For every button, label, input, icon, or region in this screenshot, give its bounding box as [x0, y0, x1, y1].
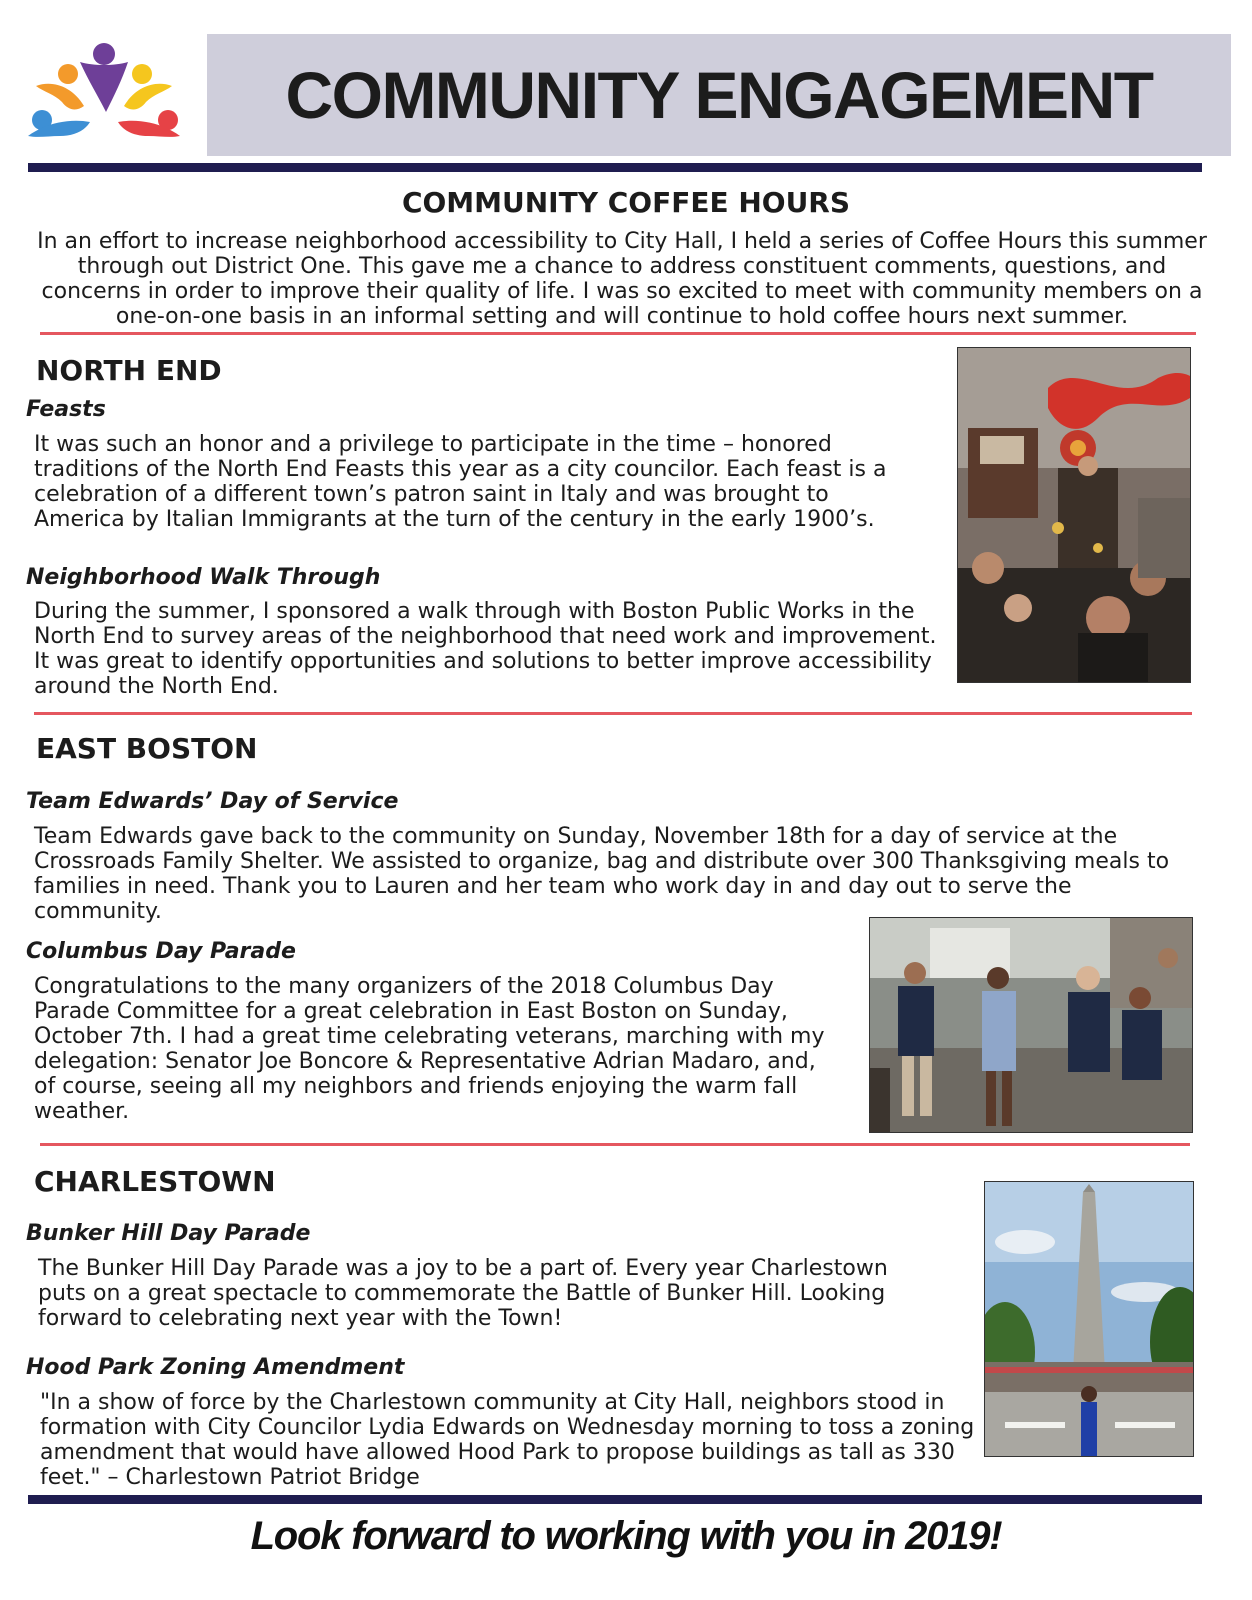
charlestown-title: CHARLESTOWN [34, 1165, 276, 1198]
east-boston-title: EAST BOSTON [36, 732, 258, 765]
feasts-paragraph: It was such an honor and a privilege to participate in the time – honored traditions of the North End Feasts this year as a city councilor. Each feast is a celebration of a different town’s patron saint in Italy and was brought to America by Italian Immigrants at the turn of the century in the early 1900’s. [34, 432, 887, 532]
walk-through-heading: Neighborhood Walk Through [26, 565, 381, 590]
feasts-heading: Feasts [26, 397, 106, 422]
page-title: COMMUNITY ENGAGEMENT [285, 58, 1153, 132]
walk-through-paragraph: During the summer, I sponsored a walk through with Boston Public Works in the North End to survey areas of the neighborhood that need work and improvement. It was great to identify opportunities and solutions to better improve accessibility around the North End. [34, 599, 937, 699]
section-divider [34, 712, 1192, 715]
section-divider [40, 332, 1196, 335]
section-divider [40, 1143, 1190, 1146]
bunker-hill-heading: Bunker Hill Day Parade [26, 1221, 311, 1246]
columbus-day-paragraph: Congratulations to the many organizers of the 2018 Columbus Day Parade Committee for a great celebration in East Boston on Sunday, October 7th. I had a great time celebrating veterans, marching with my delegation: Senator Joe Boncore & Representative Adrian Madaro, and, of course, seeing all my neighbors and friends enjoying the warm fall weather. [34, 974, 825, 1124]
north-end-title: NORTH END [36, 354, 222, 387]
footer-divider [28, 1495, 1202, 1504]
north-end-feast-photo [957, 347, 1191, 683]
bunker-hill-paragraph: The Bunker Hill Day Parade was a joy to be a part of. Every year Charlestown puts on a great spectacle to commemorate the Battle of Bunker Hill. Looking forward to celebrating next year with the Town! [38, 1256, 888, 1331]
coffee-section-title: COMMUNITY COFFEE HOURS [401, 186, 851, 219]
day-of-service-paragraph: Team Edwards gave back to the community on Sunday, November 18th for a day of service at the Crossroads Family Shelter. We assisted to organize, bag and distribute over 300 Thanksgiving meals to families in need. Thank you to Lauren and her team who work day in and day out to serve the community. [34, 824, 1170, 924]
day-of-service-heading: Team Edwards’ Day of Service [26, 789, 399, 814]
bunker-hill-monument-photo [984, 1181, 1194, 1457]
columbus-parade-photo [869, 917, 1193, 1133]
hood-park-paragraph: "In a show of force by the Charlestown community at City Hall, neighbors stood in formation with City Councilor Lydia Edwards on Wednesday morning to toss a zoning amendment that would have allowed Hood Park to propose buildings as tall as 330 feet." – Charlestown Patriot Bridge [40, 1390, 975, 1490]
columbus-day-heading: Columbus Day Parade [26, 939, 296, 964]
footer-closing-message: Look forward to working with you in 2019! [250, 1514, 1002, 1558]
coffee-paragraph: In an effort to increase neighborhood accessibility to City Hall, I held a series of Coffee Hours this summer through out District One. This gave me a chance to address constituent comments, questions, and concerns in order to improve their quality of life. I was so excited to meet with community members on a one-on-one basis in an informal setting and will continue to hold coffee hours next summer. [37, 229, 1207, 329]
community-people-logo-icon [24, 40, 184, 150]
header-divider [28, 163, 1202, 172]
hood-park-heading: Hood Park Zoning Amendment [26, 1355, 405, 1380]
